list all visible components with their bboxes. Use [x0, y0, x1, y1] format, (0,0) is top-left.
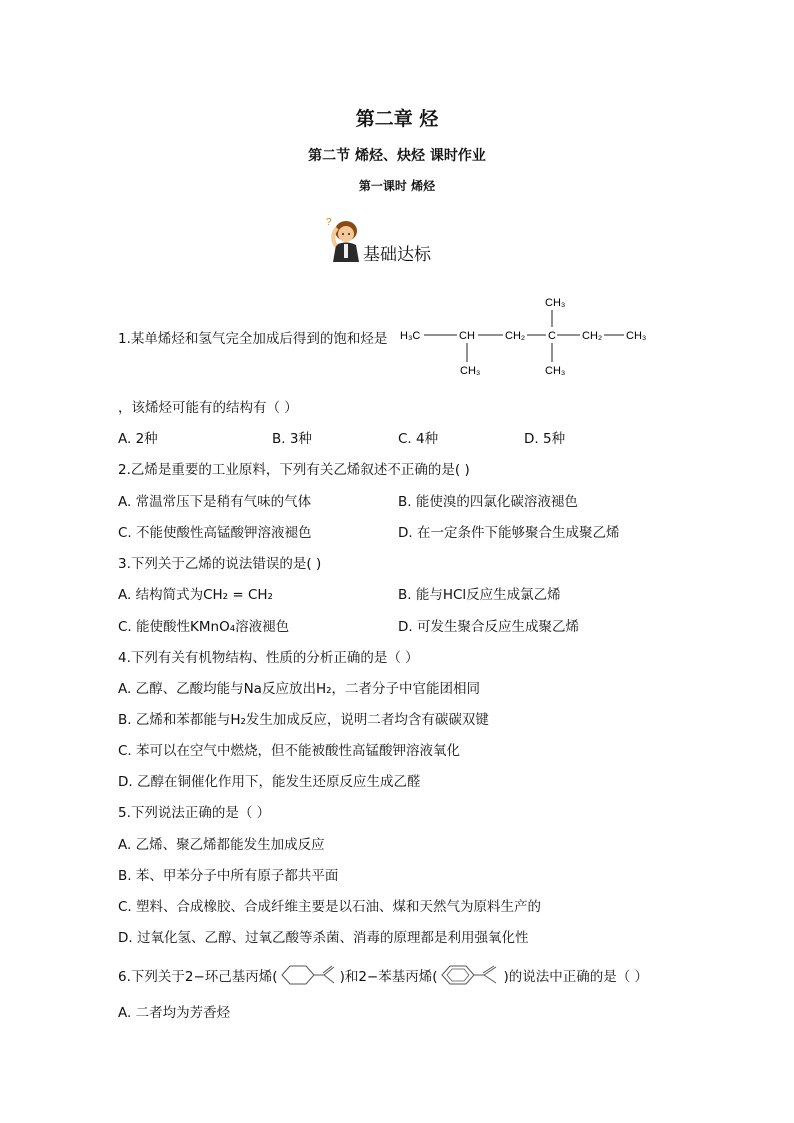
- phenyl-propene-structure: [440, 962, 502, 988]
- q3-stem: 3.下列关于乙烯的说法错误的是( ): [118, 556, 322, 572]
- q1-option-d: D. 5种: [524, 431, 566, 447]
- q4-option-a: A. 乙醇、乙酸均能与Na反应放出H₂，二者分子中官能团相同: [118, 681, 481, 697]
- q3-option-c: C. 能使酸性KMnO₄溶液褪色: [118, 619, 290, 635]
- formula-ch3-below-c: CH₃: [545, 365, 566, 377]
- section-banner-label: 基础达标: [363, 245, 431, 265]
- q1-stem-tail: ，该烯烃可能有的结构有（ ）: [118, 400, 298, 416]
- q2-option-b: B. 能使溴的四氯化碳溶液褪色: [398, 494, 578, 510]
- q6-stem-part1: 6.下列关于2−环己基丙烯(: [118, 969, 278, 985]
- q3-option-b: B. 能与HCl反应生成氯乙烯: [398, 587, 561, 603]
- chapter-title: 第二章 烃: [355, 108, 439, 130]
- q1-option-c: C. 4种: [398, 431, 439, 447]
- q3-option-d: D. 可发生聚合反应生成聚乙烯: [398, 619, 579, 635]
- q6-option-a: A. 二者均为芳香烃: [118, 1005, 231, 1021]
- q1-option-b: B. 3种: [272, 431, 312, 447]
- q6-stem-part2: )和2−苯基丙烯(: [339, 969, 438, 985]
- section-title: 第二节 烯烃、炔烃 课时作业: [308, 148, 486, 164]
- q1-option-a: A. 2种: [118, 431, 158, 447]
- q2-option-a: A. 常温常压下是稍有气味的气体: [118, 494, 312, 510]
- cyclohexyl-propene-structure: [280, 962, 338, 988]
- q5-option-a: A. 乙烯、聚乙烯都能发生加成反应: [118, 837, 325, 853]
- q2-stem: 2.乙烯是重要的工业原料，下列有关乙烯叙述不正确的是( ): [118, 462, 470, 478]
- formula-ch3-right: CH₃: [626, 330, 647, 342]
- thinking-boy-icon: [324, 214, 364, 262]
- q5-option-d: D. 过氧化氢、乙醇、过氧乙酸等杀菌、消毒的原理都是利用强氧化性: [118, 930, 529, 946]
- formula-ch: CH: [459, 330, 475, 342]
- q5-option-b: B. 苯、甲苯分子中所有原子都共平面: [118, 868, 339, 884]
- q5-stem: 5.下列说法正确的是（ ）: [118, 805, 271, 821]
- q6-stem: [118, 962, 648, 988]
- q4-stem: 4.下列有关有机物结构、性质的分析正确的是（ ）: [118, 650, 419, 666]
- q1-structural-formula: [400, 292, 660, 380]
- q4-option-d: D. 乙醇在铜催化作用下，能发生还原反应生成乙醛: [118, 774, 421, 790]
- formula-quaternary-c: C: [548, 330, 556, 342]
- q2-option-d: D. 在一定条件下能够聚合生成聚乙烯: [398, 525, 620, 541]
- formula-ch2-second: CH₂: [582, 330, 603, 342]
- q5-option-c: C. 塑料、合成橡胶、合成纤维主要是以石油、煤和天然气为原料生产的: [118, 899, 542, 915]
- q6-stem-part3: )的说法中正确的是（ ）: [503, 969, 649, 985]
- lesson-title: 第一课时 烯烃: [358, 179, 436, 193]
- formula-ch3-below-ch: CH₃: [460, 365, 481, 377]
- q1-stem: 1.某单烯烃和氢气完全加成后得到的饱和烃是: [118, 331, 388, 347]
- q4-option-c: C. 苯可以在空气中燃烧，但不能被酸性高锰酸钾溶液氧化: [118, 743, 461, 759]
- formula-h3c: H₃C: [400, 330, 421, 342]
- q3-option-a: A. 结构简式为CH₂ = CH₂: [118, 587, 273, 603]
- svg-text:?: ?: [326, 217, 332, 228]
- q4-option-b: B. 乙烯和苯都能与H₂发生加成反应，说明二者均含有碳碳双键: [118, 712, 489, 728]
- formula-ch3-top: CH₃: [545, 297, 566, 309]
- q2-option-c: C. 不能使酸性高锰酸钾溶液褪色: [118, 525, 312, 541]
- formula-ch2-first: CH₂: [505, 330, 526, 342]
